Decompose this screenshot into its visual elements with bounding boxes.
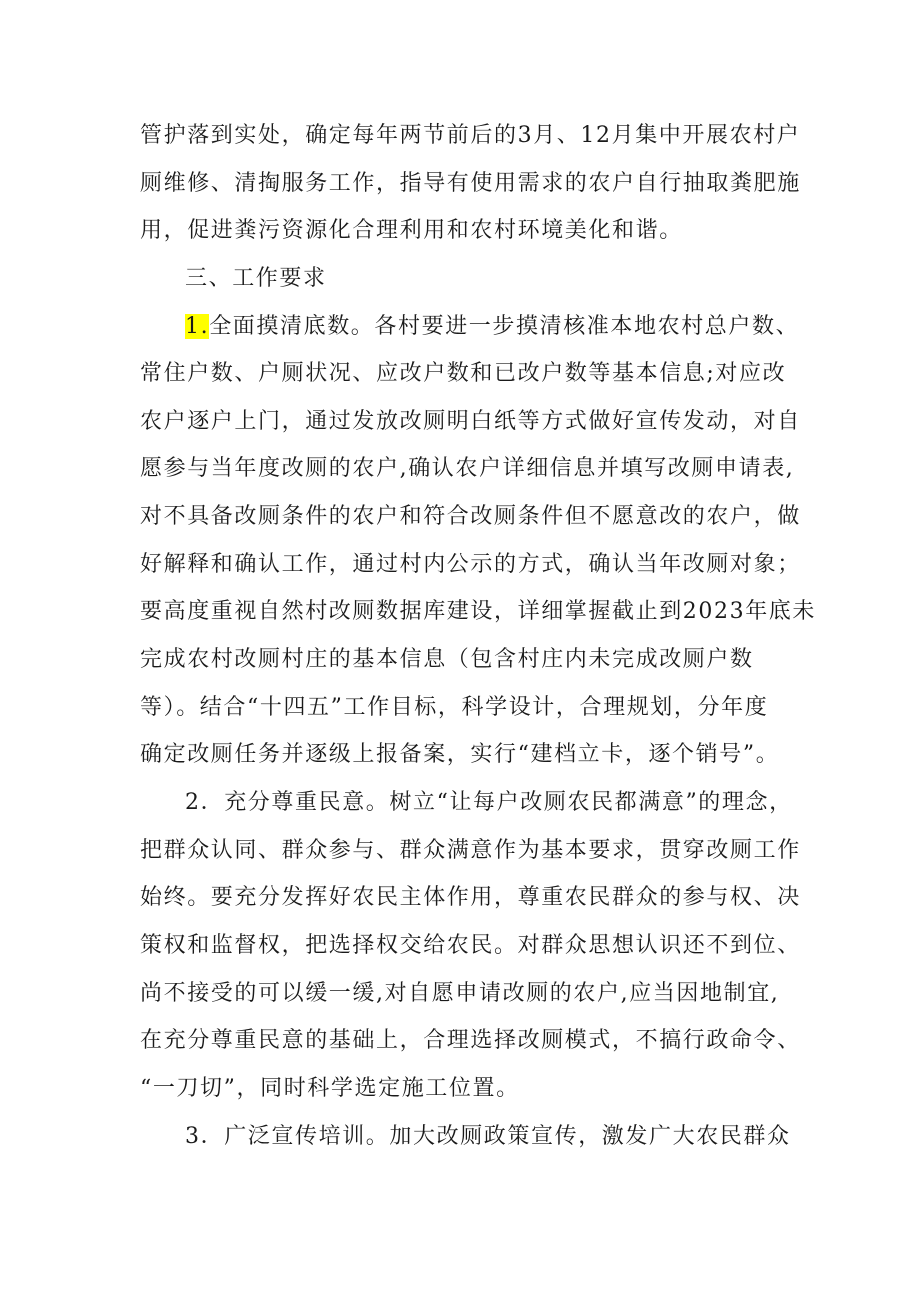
item-2-line-5: 尚不接受的可以缓一缓,对自愿申请改厕的农户,应当因地制宜, — [140, 981, 780, 1006]
item-2-line-4: 策权和监督权，把选择权交给农民。对群众思想认识还不到位、 — [140, 933, 801, 958]
item-2-line-6: 在充分尊重民意的基础上，合理选择改厕模式，不搞行政命令、 — [140, 1028, 801, 1053]
item-1-line-8: 完成农村改厕村庄的基本信息（包含村庄内未完成改厕户数 — [140, 647, 754, 672]
item-1-number-highlight: 1. — [185, 314, 210, 339]
item-1-line-10: 确定改厕任务并逐级上报备案，实行“建档立卡，逐个销号”。 — [140, 742, 780, 767]
item-1-line-3: 农户逐户上门，通过发放改厕明白纸等方式做好宣传发动，对自 — [140, 409, 801, 434]
item-1-first-line — [185, 311, 800, 343]
paragraph-1-line-1: 管护落到实处，确定每年两节前后的3月、12月集中开展农村户 — [140, 123, 801, 148]
item-1-line-4: 愿参与当年度改厕的农户,确认农户详细信息并填写改厕申请表, — [140, 456, 795, 481]
item-2-first-line: 2．充分尊重民意。树立“让每户改厕农民都满意”的理念， — [185, 790, 793, 815]
item-1-line-2: 常住户数、户厕状况、应改户数和已改户数等基本信息;对应改 — [140, 361, 787, 386]
item-3-first-line: 3．广泛宣传培训。加大改厕政策宣传，激发广大农民群众 — [185, 1124, 791, 1149]
paragraph-1-line-3: 用，促进粪污资源化合理利用和农村环境美化和谐。 — [140, 218, 683, 243]
paragraph-1-line-2: 厕维修、清掏服务工作，指导有使用需求的农户自行抽取粪肥施 — [140, 171, 801, 196]
item-2-line-3: 始终。要充分发挥好农民主体作用，尊重农民群众的参与权、决 — [140, 885, 801, 910]
item-2-line-2: 把群众认同、群众参与、群众满意作为基本要求，贯穿改厕工作 — [140, 838, 801, 863]
item-1-line-9: 等）。结合“十四五”工作目标，科学设计，合理规划，分年度 — [140, 695, 769, 720]
item-2-line-7: “一刀切”，同时科学选定施工位置。 — [140, 1076, 520, 1101]
item-1-line-5: 对不具备改厕条件的农户和符合改厕条件但不愿意改的农户，做 — [140, 504, 801, 529]
item-1-line-7: 要高度重视自然村改厕数据库建设，详细掌握截止到2023年底未 — [140, 599, 816, 624]
item-1-line-6: 好解释和确认工作，通过村内公示的方式，确认当年改厕对象； — [140, 552, 801, 577]
section-heading: 三、工作要求 — [185, 266, 327, 291]
item-1-title: 全面摸清底数。各村要进一步摸清核准本地农村总户数、 — [209, 314, 800, 339]
